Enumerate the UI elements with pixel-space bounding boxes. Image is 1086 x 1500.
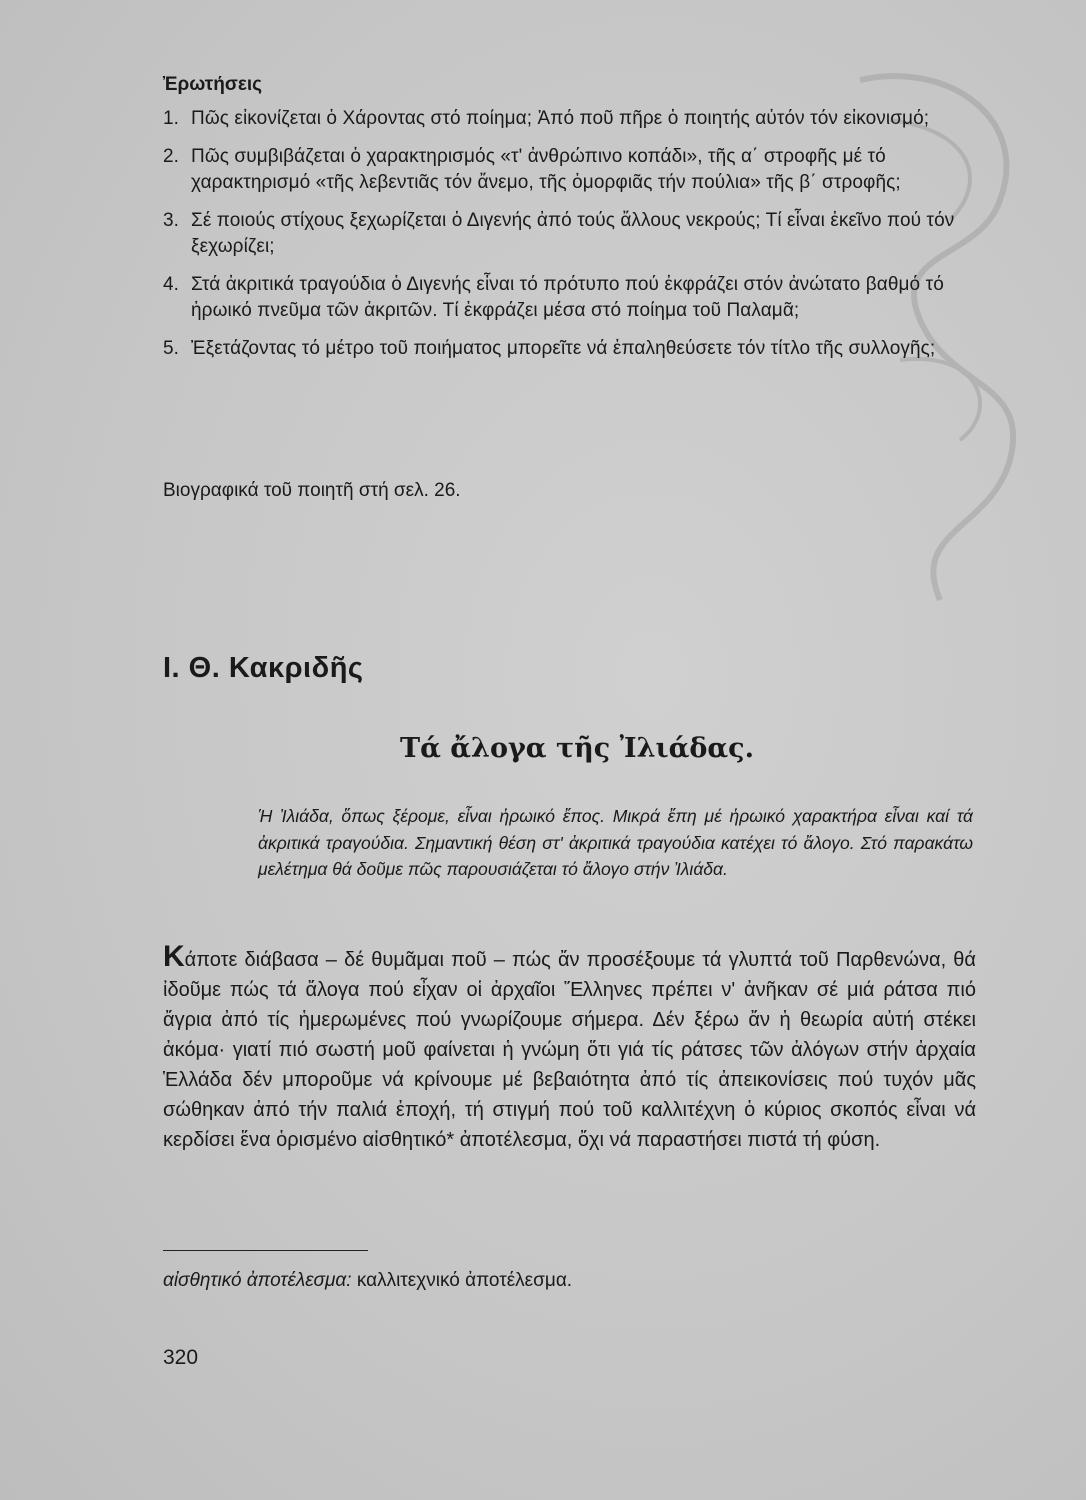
- footnote-term: αἰσθητικό ἀποτέλεσμα:: [163, 1270, 352, 1291]
- question-number: 2.: [163, 146, 179, 167]
- page-number: 320: [163, 1346, 199, 1369]
- question-item: [163, 336, 985, 362]
- question-text: Πῶς συμβιβάζεται ὁ χαρακτηρισμός «τ' ἀνθρώπινο κοπάδι», τῆς α΄ στροφῆς μέ τό χαρακτηρισμό «τῆς λεβεντιᾶς τόν ἄνεμο, τῆς ὀμορφιᾶς τήν πούλια» τῆς β΄ στροφῆς;: [191, 146, 901, 193]
- question-number: 4.: [163, 274, 179, 295]
- question-text: Πῶς εἰκονίζεται ὁ Χάροντας στό ποίημα; Ἀπό ποῦ πῆρε ὁ ποιητής αὐτόν τόν εἰκονισμό;: [191, 108, 930, 129]
- footnote-divider: [163, 1250, 368, 1251]
- footnote: [163, 1270, 572, 1292]
- question-item: [163, 106, 985, 132]
- question-number: 1.: [163, 108, 179, 129]
- questions-list: [163, 106, 985, 374]
- intro-paragraph: Ἡ Ἰλιάδα, ὅπως ξέρομε, εἶναι ἡρωικό ἔπος. Μικρά ἔπη μέ ἡρωικό χαρακτήρα εἶναι καί τά ἀκριτικά τραγούδια. Σημαντική θέση στ' ἀκριτικά τραγούδια κατέχει τό ἄλογο. Στό παρακάτω μελέτημα θά δοῦμε πῶς παρουσιάζεται τό ἄλογο στήν Ἰλιάδα.: [258, 806, 973, 879]
- drop-cap: Κ: [163, 940, 185, 973]
- body-text: άποτε διάβασα – δέ θυμᾶμαι ποῦ – πώς ἄν προσέξουμε τά γλυπτά τοῦ Παρθενώνα, θά ἰδοῦμε πώς τά ἄλογα πού εἶχαν οἱ ἀρχαῖοι Ἕλληνες πρέπει ν' ἀνῆκαν σέ μιά ράτσα πιό ἄγρια ἀπό τίς ἡμερωμένες πού γνωρίζουμε σήμερα. Δέν ξέρω ἄν ἡ θεωρία αὐτή στέκει ἀκόμα· γιατί πιό σωστή μοῦ φαίνεται ἡ γνώμη ὅτι γιά τίς ράτσες τῶν ἀλόγων στήν ἀρχαία Ἑλλάδα δέν μποροῦμε νά κρίνουμε μέ βεβαιότητα ἀπό τίς ἀπεικονίσεις πού τυχόν μᾶς σώθηκαν ἀπό τήν παλιά ἐποχή, τή στιγμή πού τοῦ καλλιτέχνη ὁ κύριος σκοπός εἶναι νά κερδίσει ἕνα ὁρισμένο αἰσθητικό* ἀποτέλεσμα, ὄχι νά παραστήσει πιστά τή φύση.: [163, 949, 976, 1151]
- footnote-definition: καλλιτεχνικό ἀποτέλεσμα.: [356, 1270, 573, 1291]
- questions-heading: Ἐρωτήσεις: [163, 74, 263, 95]
- body-paragraph: [163, 940, 976, 1155]
- question-item: [163, 272, 985, 324]
- question-number: 3.: [163, 210, 179, 231]
- biography-note: Βιογραφικά τοῦ ποιητῆ στή σελ. 26.: [163, 480, 461, 501]
- question-number: 5.: [163, 338, 179, 359]
- question-item: [163, 144, 985, 196]
- question-text: Ἐξετάζοντας τό μέτρο τοῦ ποιήματος μπορεῖτε νά ἐπαληθεύσετε τόν τίτλο τῆς συλλογῆς;: [191, 338, 936, 359]
- author-name: Ι. Θ. Κακριδῆς: [163, 652, 364, 684]
- question-item: [163, 208, 985, 260]
- chapter-title: Τά ἄλογα τῆς Ἰλιάδας.: [400, 733, 755, 764]
- question-text: Σέ ποιούς στίχους ξεχωρίζεται ὁ Διγενής ἀπό τούς ἄλλους νεκρούς; Τί εἶναι ἐκεῖνο πού τόν ξεχωρίζει;: [191, 210, 955, 257]
- question-text: Στά ἀκριτικά τραγούδια ὁ Διγενής εἶναι τό πρότυπο πού ἐκφράζει στόν ἀνώτατο βαθμό τό ἡρωικό πνεῦμα τῶν ἀκριτῶν. Τί ἐκφράζει μέσα στό ποίημα τοῦ Παλαμᾶ;: [191, 274, 944, 321]
